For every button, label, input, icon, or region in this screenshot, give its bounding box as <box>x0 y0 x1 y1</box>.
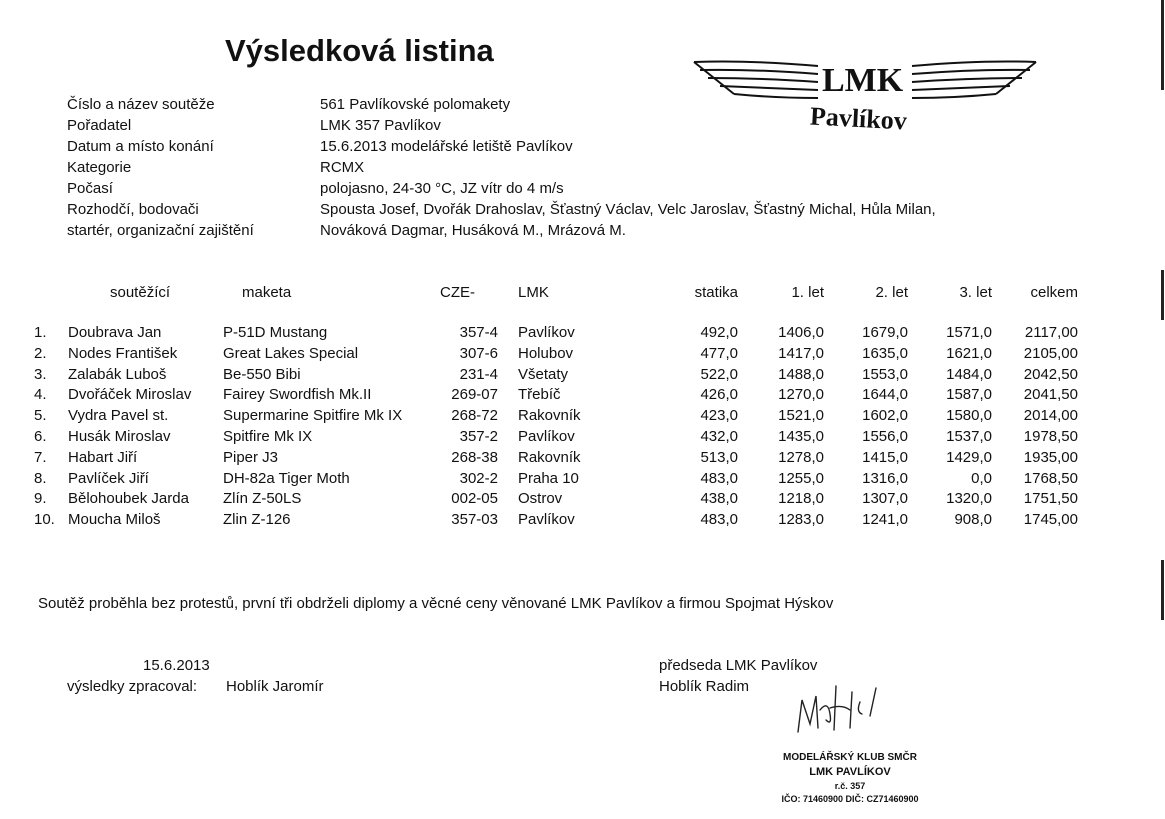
cell-rank: 6. <box>34 428 47 445</box>
cell-flight-3: 1571,0 <box>946 324 992 341</box>
cell-competitor: Moucha Miloš <box>68 511 161 529</box>
cell-cze: 357-03 <box>451 511 498 529</box>
header-cze: CZE- <box>440 284 475 301</box>
club-logo <box>690 52 1040 147</box>
cell-competitor: Dvořáček Miroslav <box>68 386 192 404</box>
cell-static: 432,0 <box>700 428 738 445</box>
cell-model: Great Lakes Special <box>223 344 359 362</box>
cell-rank: 10. <box>34 511 55 529</box>
cell-lmk: Třebíč <box>518 386 561 404</box>
info-label-competition: Číslo a název soutěže <box>67 96 215 113</box>
cell-model: Zlín Z-50LS <box>223 490 302 508</box>
cell-rank: 4. <box>34 386 47 404</box>
stamp-line-1: MODELÁŘSKÝ KLUB SMČR <box>783 752 917 763</box>
stamp-line-2: LMK PAVLÍKOV <box>809 766 891 778</box>
cell-flight-1: 1218,0 <box>778 490 824 508</box>
cell-flight-1: 1521,0 <box>778 407 824 425</box>
cell-lmk: Pavlíkov <box>518 324 575 341</box>
cell-rank: 5. <box>34 407 47 425</box>
cell-flight-1: 1406,0 <box>778 324 824 341</box>
info-label-staff: startér, organizační zajištění <box>67 222 254 239</box>
cell-static: 513,0 <box>700 448 738 466</box>
cell-flight-2: 1307,0 <box>862 490 908 508</box>
cell-static: 423,0 <box>700 407 738 425</box>
header-lmk: LMK <box>518 284 549 301</box>
cell-static: 483,0 <box>700 469 738 487</box>
cell-competitor: Zalabák Luboš <box>68 365 167 383</box>
cell-flight-2: 1553,0 <box>862 365 908 383</box>
info-label-weather: Počasí <box>67 180 113 197</box>
cell-flight-3: 1429,0 <box>946 448 992 466</box>
cell-lmk: Rakovník <box>518 448 581 466</box>
cell-rank: 2. <box>34 344 47 362</box>
cell-flight-3: 0,0 <box>971 469 992 487</box>
cell-flight-2: 1635,0 <box>862 344 908 362</box>
cell-flight-3: 1580,0 <box>946 407 992 425</box>
cell-rank: 7. <box>34 448 47 466</box>
cell-total: 1751,50 <box>1023 490 1078 508</box>
cell-cze: 302-2 <box>459 469 498 487</box>
header-flight-1: 1. let <box>791 284 824 301</box>
cell-static: 426,0 <box>700 386 738 404</box>
info-label-date-place: Datum a místo konání <box>67 138 214 155</box>
info-label-category: Kategorie <box>67 159 132 176</box>
processed-label: výsledky zpracoval: <box>67 678 198 695</box>
info-label-organizer: Pořadatel <box>67 117 132 134</box>
cell-cze: 268-38 <box>451 448 498 466</box>
info-value-staff: Nováková Dagmar, Husáková M., Mrázová M. <box>320 222 626 239</box>
cell-cze: 231-4 <box>459 365 498 383</box>
cell-total: 1768,50 <box>1023 469 1078 487</box>
info-value-weather: polojasno, 24-30 °C, JZ vítr do 4 m/s <box>320 180 564 197</box>
cell-flight-2: 1644,0 <box>862 386 908 404</box>
cell-flight-1: 1435,0 <box>778 428 824 445</box>
footer-date: 15.6.2013 <box>143 657 210 674</box>
cell-flight-3: 1320,0 <box>946 490 992 508</box>
stamp-line-4: IČO: 71460900 DIČ: CZ71460900 <box>781 794 919 804</box>
cell-flight-1: 1255,0 <box>778 469 824 487</box>
cell-flight-2: 1415,0 <box>862 448 908 466</box>
chairman-role: předseda LMK Pavlíkov <box>659 657 818 674</box>
cell-static: 483,0 <box>700 511 738 529</box>
cell-competitor: Doubrava Jan <box>68 324 162 341</box>
cell-flight-2: 1679,0 <box>862 324 908 341</box>
cell-lmk: Všetaty <box>518 365 569 383</box>
cell-model: Supermarine Spitfire Mk IX <box>223 407 403 425</box>
cell-flight-2: 1316,0 <box>862 469 908 487</box>
header-model: maketa <box>242 284 292 301</box>
info-label-judges: Rozhodčí, bodovači <box>67 201 199 218</box>
info-value-category: RCMX <box>320 159 365 176</box>
processed-by: Hoblík Jaromír <box>226 678 324 695</box>
cell-static: 477,0 <box>700 344 738 362</box>
cell-model: Zlin Z-126 <box>223 511 291 529</box>
cell-rank: 1. <box>34 324 47 341</box>
cell-flight-3: 1484,0 <box>946 365 992 383</box>
cell-cze: 268-72 <box>451 407 498 425</box>
cell-competitor: Vydra Pavel st. <box>68 407 169 425</box>
scan-edge-mark <box>1161 0 1164 90</box>
cell-model: Be-550 Bibi <box>223 365 301 383</box>
header-flight-3: 3. let <box>959 284 992 301</box>
cell-competitor: Bělohoubek Jarda <box>68 490 189 508</box>
scan-edge-mark <box>1161 560 1164 620</box>
cell-static: 492,0 <box>700 324 738 341</box>
cell-flight-2: 1241,0 <box>862 511 908 529</box>
cell-lmk: Ostrov <box>518 490 563 508</box>
cell-flight-1: 1283,0 <box>778 511 824 529</box>
header-total: celkem <box>1030 284 1078 301</box>
cell-flight-3: 1537,0 <box>946 428 992 445</box>
cell-flight-2: 1556,0 <box>862 428 908 445</box>
cell-total: 2014,00 <box>1023 407 1078 425</box>
scan-edge-mark <box>1161 270 1164 320</box>
cell-cze: 307-6 <box>459 344 498 362</box>
cell-flight-2: 1602,0 <box>862 407 908 425</box>
cell-flight-3: 908,0 <box>954 511 992 529</box>
cell-total: 1978,50 <box>1023 428 1078 445</box>
info-value-date-place: 15.6.2013 modelářské letiště Pavlíkov <box>320 138 573 155</box>
cell-lmk: Rakovník <box>518 407 581 425</box>
cell-model: P-51D Mustang <box>223 324 328 341</box>
cell-cze: 002-05 <box>451 490 498 508</box>
info-value-competition: 561 Pavlíkovské polomakety <box>320 96 511 113</box>
cell-competitor: Habart Jiří <box>68 448 138 466</box>
cell-rank: 9. <box>34 490 47 508</box>
cell-flight-1: 1417,0 <box>778 344 824 362</box>
cell-model: Spitfire Mk IX <box>223 428 313 445</box>
stamp-line-3: r.č. 357 <box>834 781 866 791</box>
cell-lmk: Pavlíkov <box>518 428 575 445</box>
cell-total: 1935,00 <box>1023 448 1078 466</box>
summary-text: Soutěž proběhla bez protestů, první tři obdrželi diplomy a věcné ceny věnované LMK Pavlíkov a firmou Spojmat Hýskov <box>38 595 834 612</box>
cell-lmk: Praha 10 <box>518 469 579 487</box>
logo-subtitle: Pavlíkov <box>809 101 908 136</box>
chairman-name: Hoblík Radim <box>659 678 750 695</box>
cell-flight-1: 1488,0 <box>778 365 824 383</box>
cell-competitor: Pavlíček Jiří <box>68 469 149 487</box>
info-value-judges: Spousta Josef, Dvořák Drahoslav, Šťastný Václav, Velc Jaroslav, Šťastný Michal, Hůla Milan, <box>320 201 936 218</box>
cell-model: Fairey Swordfish Mk.II <box>223 386 372 404</box>
cell-total: 2042,50 <box>1023 365 1078 383</box>
info-value-organizer: LMK 357 Pavlíkov <box>320 117 441 134</box>
header-competitor: soutěžící <box>110 284 171 301</box>
cell-model: DH-82a Tiger Moth <box>223 469 350 487</box>
signature-icon <box>790 680 885 740</box>
cell-cze: 357-4 <box>459 324 498 341</box>
cell-total: 2105,00 <box>1023 344 1078 362</box>
cell-lmk: Pavlíkov <box>518 511 575 529</box>
cell-rank: 3. <box>34 365 47 383</box>
cell-total: 2041,50 <box>1023 386 1078 404</box>
cell-model: Piper J3 <box>223 448 279 466</box>
cell-competitor: Husák Miroslav <box>68 428 171 445</box>
header-flight-2: 2. let <box>875 284 908 301</box>
page-title: Výsledková listina <box>225 33 494 68</box>
cell-static: 522,0 <box>700 365 738 383</box>
cell-static: 438,0 <box>700 490 738 508</box>
logo-text: LMK <box>822 62 904 99</box>
cell-total: 1745,00 <box>1023 511 1078 529</box>
cell-cze: 269-07 <box>451 386 498 404</box>
cell-lmk: Holubov <box>518 344 574 362</box>
cell-flight-1: 1270,0 <box>778 386 824 404</box>
cell-competitor: Nodes František <box>68 344 178 362</box>
cell-total: 2117,00 <box>1024 324 1078 341</box>
cell-flight-3: 1587,0 <box>946 386 992 404</box>
cell-flight-3: 1621,0 <box>946 344 992 362</box>
cell-flight-1: 1278,0 <box>778 448 824 466</box>
cell-cze: 357-2 <box>459 428 498 445</box>
cell-rank: 8. <box>34 469 47 487</box>
header-static: statika <box>694 284 738 301</box>
